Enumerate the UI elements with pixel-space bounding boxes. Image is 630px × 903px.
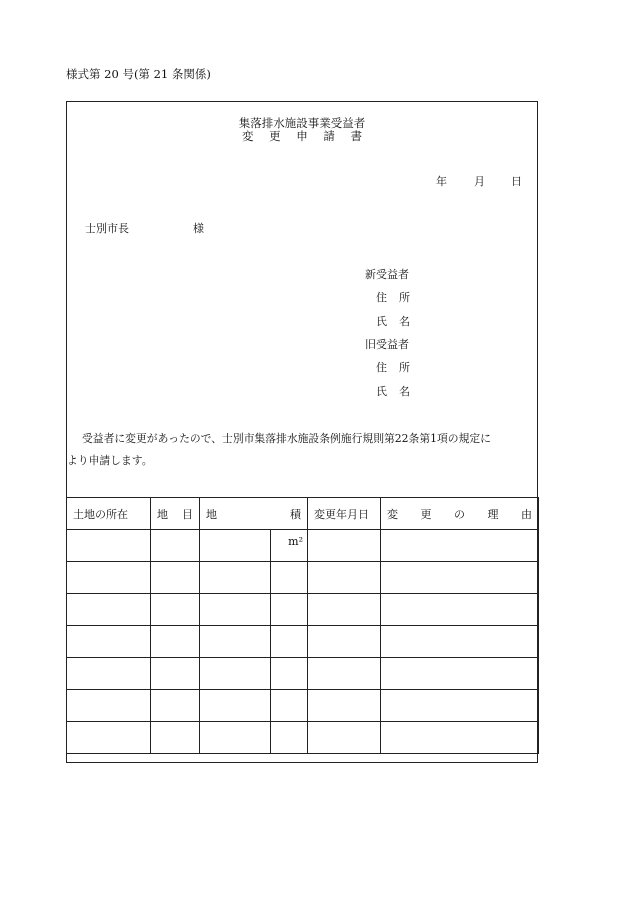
date-day: 日 [511, 175, 522, 188]
cell-land-category[interactable] [151, 626, 200, 658]
cell-area-a[interactable] [200, 530, 271, 562]
subtitle-char: 請 [323, 129, 335, 143]
cell-area-a[interactable] [200, 658, 271, 690]
table-row [67, 690, 539, 722]
cell-area-b[interactable] [271, 594, 308, 626]
new-beneficiary-heading: 新受益者 [365, 268, 409, 281]
cell-area-b[interactable] [271, 690, 308, 722]
cell-location[interactable] [67, 626, 151, 658]
label-char: 名 [399, 315, 410, 328]
form-number: 様式第 20 号(第 21 条関係) [66, 67, 211, 81]
cell-change-reason[interactable] [381, 562, 539, 594]
old-beneficiary-address-label [376, 359, 410, 375]
table-row [67, 658, 539, 690]
label-char: 所 [399, 361, 410, 374]
new-beneficiary-address-label [376, 289, 410, 305]
label-char: 氏 [376, 315, 387, 328]
cell-location[interactable] [67, 562, 151, 594]
table-row [67, 594, 539, 626]
cell-area-b[interactable] [271, 722, 308, 754]
table-row [67, 722, 539, 754]
old-beneficiary-heading: 旧受益者 [365, 338, 409, 351]
header-area [200, 498, 308, 530]
label-char: 名 [399, 385, 410, 398]
cell-change-date[interactable] [308, 626, 381, 658]
cell-land-category[interactable] [151, 530, 200, 562]
cell-land-category[interactable] [151, 690, 200, 722]
date-year: 年 [436, 175, 447, 188]
header-change-date: 変更年月日 [308, 498, 381, 530]
subtitle-char: 書 [350, 129, 362, 143]
subtitle-char: 申 [296, 129, 308, 143]
header-land-category [151, 498, 200, 530]
cell-change-reason[interactable] [381, 722, 539, 754]
label-char: 氏 [376, 385, 387, 398]
cell-area-a[interactable] [200, 562, 271, 594]
subtitle-char: 更 [269, 129, 281, 143]
header-char: 変 [387, 507, 398, 521]
cell-area-b[interactable] [271, 562, 308, 594]
table-row [67, 530, 539, 562]
cell-location[interactable] [67, 722, 151, 754]
label-char: 住 [376, 291, 387, 304]
header-char: 目 [182, 507, 193, 521]
cell-change-date[interactable] [308, 722, 381, 754]
header-location: 土地の所在 [67, 498, 151, 530]
cell-change-date[interactable] [308, 530, 381, 562]
table-row [67, 562, 539, 594]
label-char: 住 [376, 361, 387, 374]
cell-location[interactable] [67, 530, 151, 562]
header-change-reason [381, 498, 539, 530]
cell-change-date[interactable] [308, 690, 381, 722]
cell-land-category[interactable] [151, 722, 200, 754]
cell-change-date[interactable] [308, 562, 381, 594]
cell-location[interactable] [67, 658, 151, 690]
addressee-name: 士別市長 [85, 222, 129, 235]
cell-change-reason[interactable] [381, 530, 539, 562]
application-body-line2: より申請します。 [67, 454, 153, 467]
table-row [67, 626, 539, 658]
label-char: 所 [399, 291, 410, 304]
header-char: 積 [290, 507, 301, 521]
cell-land-category[interactable] [151, 562, 200, 594]
old-beneficiary-name-label [376, 383, 410, 399]
header-char: 理 [487, 507, 499, 521]
header-char: の [454, 507, 465, 521]
cell-change-reason[interactable] [381, 626, 539, 658]
cell-change-date[interactable] [308, 594, 381, 626]
cell-change-reason[interactable] [381, 658, 539, 690]
addressee-honorific: 様 [193, 222, 204, 235]
cell-area-a[interactable] [200, 594, 271, 626]
cell-change-reason[interactable] [381, 594, 539, 626]
cell-area-a[interactable] [200, 690, 271, 722]
cell-area-a[interactable] [200, 626, 271, 658]
cell-area-a[interactable] [200, 722, 271, 754]
cell-land-category[interactable] [151, 594, 200, 626]
cell-area-unit[interactable]: m² [271, 530, 308, 562]
date-month: 月 [474, 175, 485, 188]
cell-area-b[interactable] [271, 626, 308, 658]
subtitle-char: 変 [242, 129, 254, 143]
cell-location[interactable] [67, 690, 151, 722]
cell-location[interactable] [67, 594, 151, 626]
header-char: 地 [157, 507, 168, 521]
application-body-line1: 受益者に変更があったので、士別市集落排水施設条例施行規則第22条第1項の規定に [82, 432, 491, 445]
form-subtitle [242, 128, 362, 144]
new-beneficiary-name-label [376, 313, 410, 329]
cell-change-date[interactable] [308, 658, 381, 690]
header-char: 由 [521, 507, 532, 521]
header-char: 地 [206, 507, 217, 521]
form-title: 集落排水施設事業受益者 [238, 116, 366, 130]
cell-change-reason[interactable] [381, 690, 539, 722]
table-header-row [67, 498, 539, 530]
cell-land-category[interactable] [151, 658, 200, 690]
land-table [66, 497, 539, 754]
header-char: 更 [420, 507, 432, 521]
cell-area-b[interactable] [271, 658, 308, 690]
